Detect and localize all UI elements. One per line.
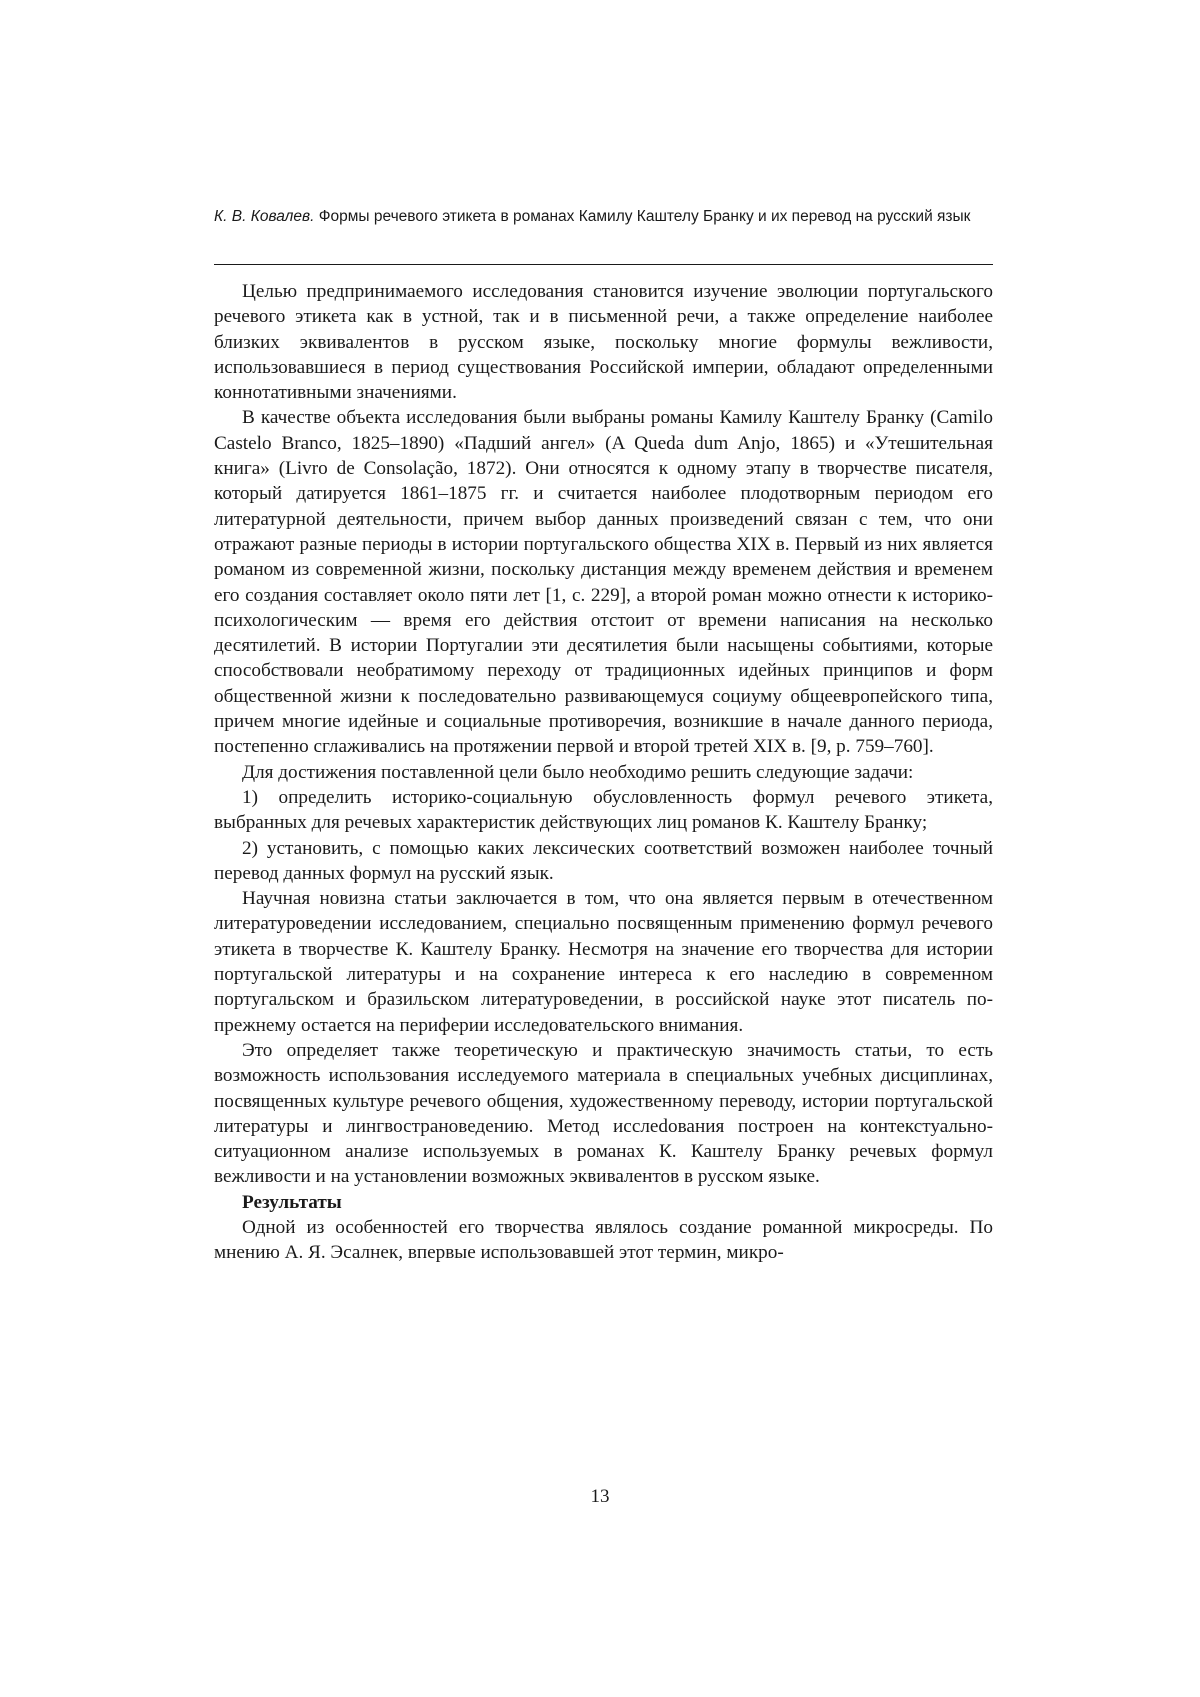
page-number: 13 [0,1485,1200,1509]
article-body [214,279,993,1266]
task-item-2: 2) установить, с помощью каких лексических соответствий возможен наиболее точный перевод данных формул на русский язык. [214,836,993,887]
header-author: К. В. Ковалев. [214,208,314,225]
paragraph-3: Для достижения поставленной цели было необходимо решить следующие за­дачи: [214,760,993,785]
paragraph-significance: Это определяет также теоретическую и практическую значимость статьи, то есть возможность использования исследуемого материала в специальных учебных дисциплинах, посвященных культуре речевого общения, художественному пере­воду, истории португальской литературы и лингвострановедению. Метод иссле­dования построен на контекстуально-ситуационном анализе используемых в ро­манах К. Каштелу Бранку речевых формул вежливости и на установлении возможных эквивалентов в русском языке. [214,1038,993,1190]
section-heading-results: Результаты [214,1190,993,1215]
task-item-1: 1) определить историко-социальную обусловленность формул речевого эти­кета, выбранных для речевых характеристик действующих лиц романов К. Каш­телу Бранку; [214,785,993,836]
header-divider [214,264,993,265]
paragraph-2: В качестве объекта исследования были выбраны романы Камилу Каштелу Бранку (Camilo Castelo Branco, 1825–1890) «Падший ангел» (A Queda dum Anjo, 1865) и «Утешительная книга» (Livro de Consolação, 1872). Они относятся к од­ному этапу в творчестве писателя, который датируется 1861–1875 гг. и считается наиболее плодотворным периодом его литературной деятельности, причем выбор данных произведений связан с тем, что они отражают разные периоды в истории португальского общества XIX в. Первый из них является романом из современной жизни, поскольку дистанция между временем действия и временем его создания составляет около пяти лет [1, с. 229], а второй роман можно отнести к историко-психологическим — время его действия отстоит от времени написания на не­сколько десятилетий. В истории Португалии эти десятилетия были насыщены со­бытиями, которые способствовали необратимому переходу от традиционных идейных принципов и форм общественной жизни к последовательно развивающе­муся социуму общеевропейского типа, причем многие идейные и социальные про­тиворечия, возникшие в начале данного периода, постепенно сглаживались на протяжении первой и второй третей XIX в. [9, p. 759–760]. [214,405,993,759]
running-header [214,205,994,229]
paragraph-results: Одной из особенностей его творчества являлось создание романной микро­среды. По мнению А. Я. Эсалнек, впервые использовавшей этот термин, микро- [214,1215,993,1266]
header-title: Формы речевого этикета в романах Камилу Каштелу Бранку и их перевод на русский язык [319,208,971,225]
paragraph-novelty: Научная новизна статьи заключается в том, что она является первым в отече­ственном литературоведении исследованием, специально посвященным примене­нию формул речевого этикета в творчестве К. Каштелу Бранку. Несмотря на зна­чение его творчества для истории португальской литературы и на сохранение интереса к его наследию в современном португальском и бразильском литерату­роведении, в российской науке этот писатель по-прежнему остается на периферии исследовательского внимания. [214,886,993,1038]
document-page [0,0,1200,1697]
paragraph-1: Целью предпринимаемого исследования становится изучение эволюции порту­гальского речевого этикета как в устной, так и в письменной речи, а также опре­деление наиболее близких эквивалентов в русском языке, поскольку многие фор­мулы вежливости, использовавшиеся в период существования Российской империи, обладают определенными коннотативными значениями. [214,279,993,405]
